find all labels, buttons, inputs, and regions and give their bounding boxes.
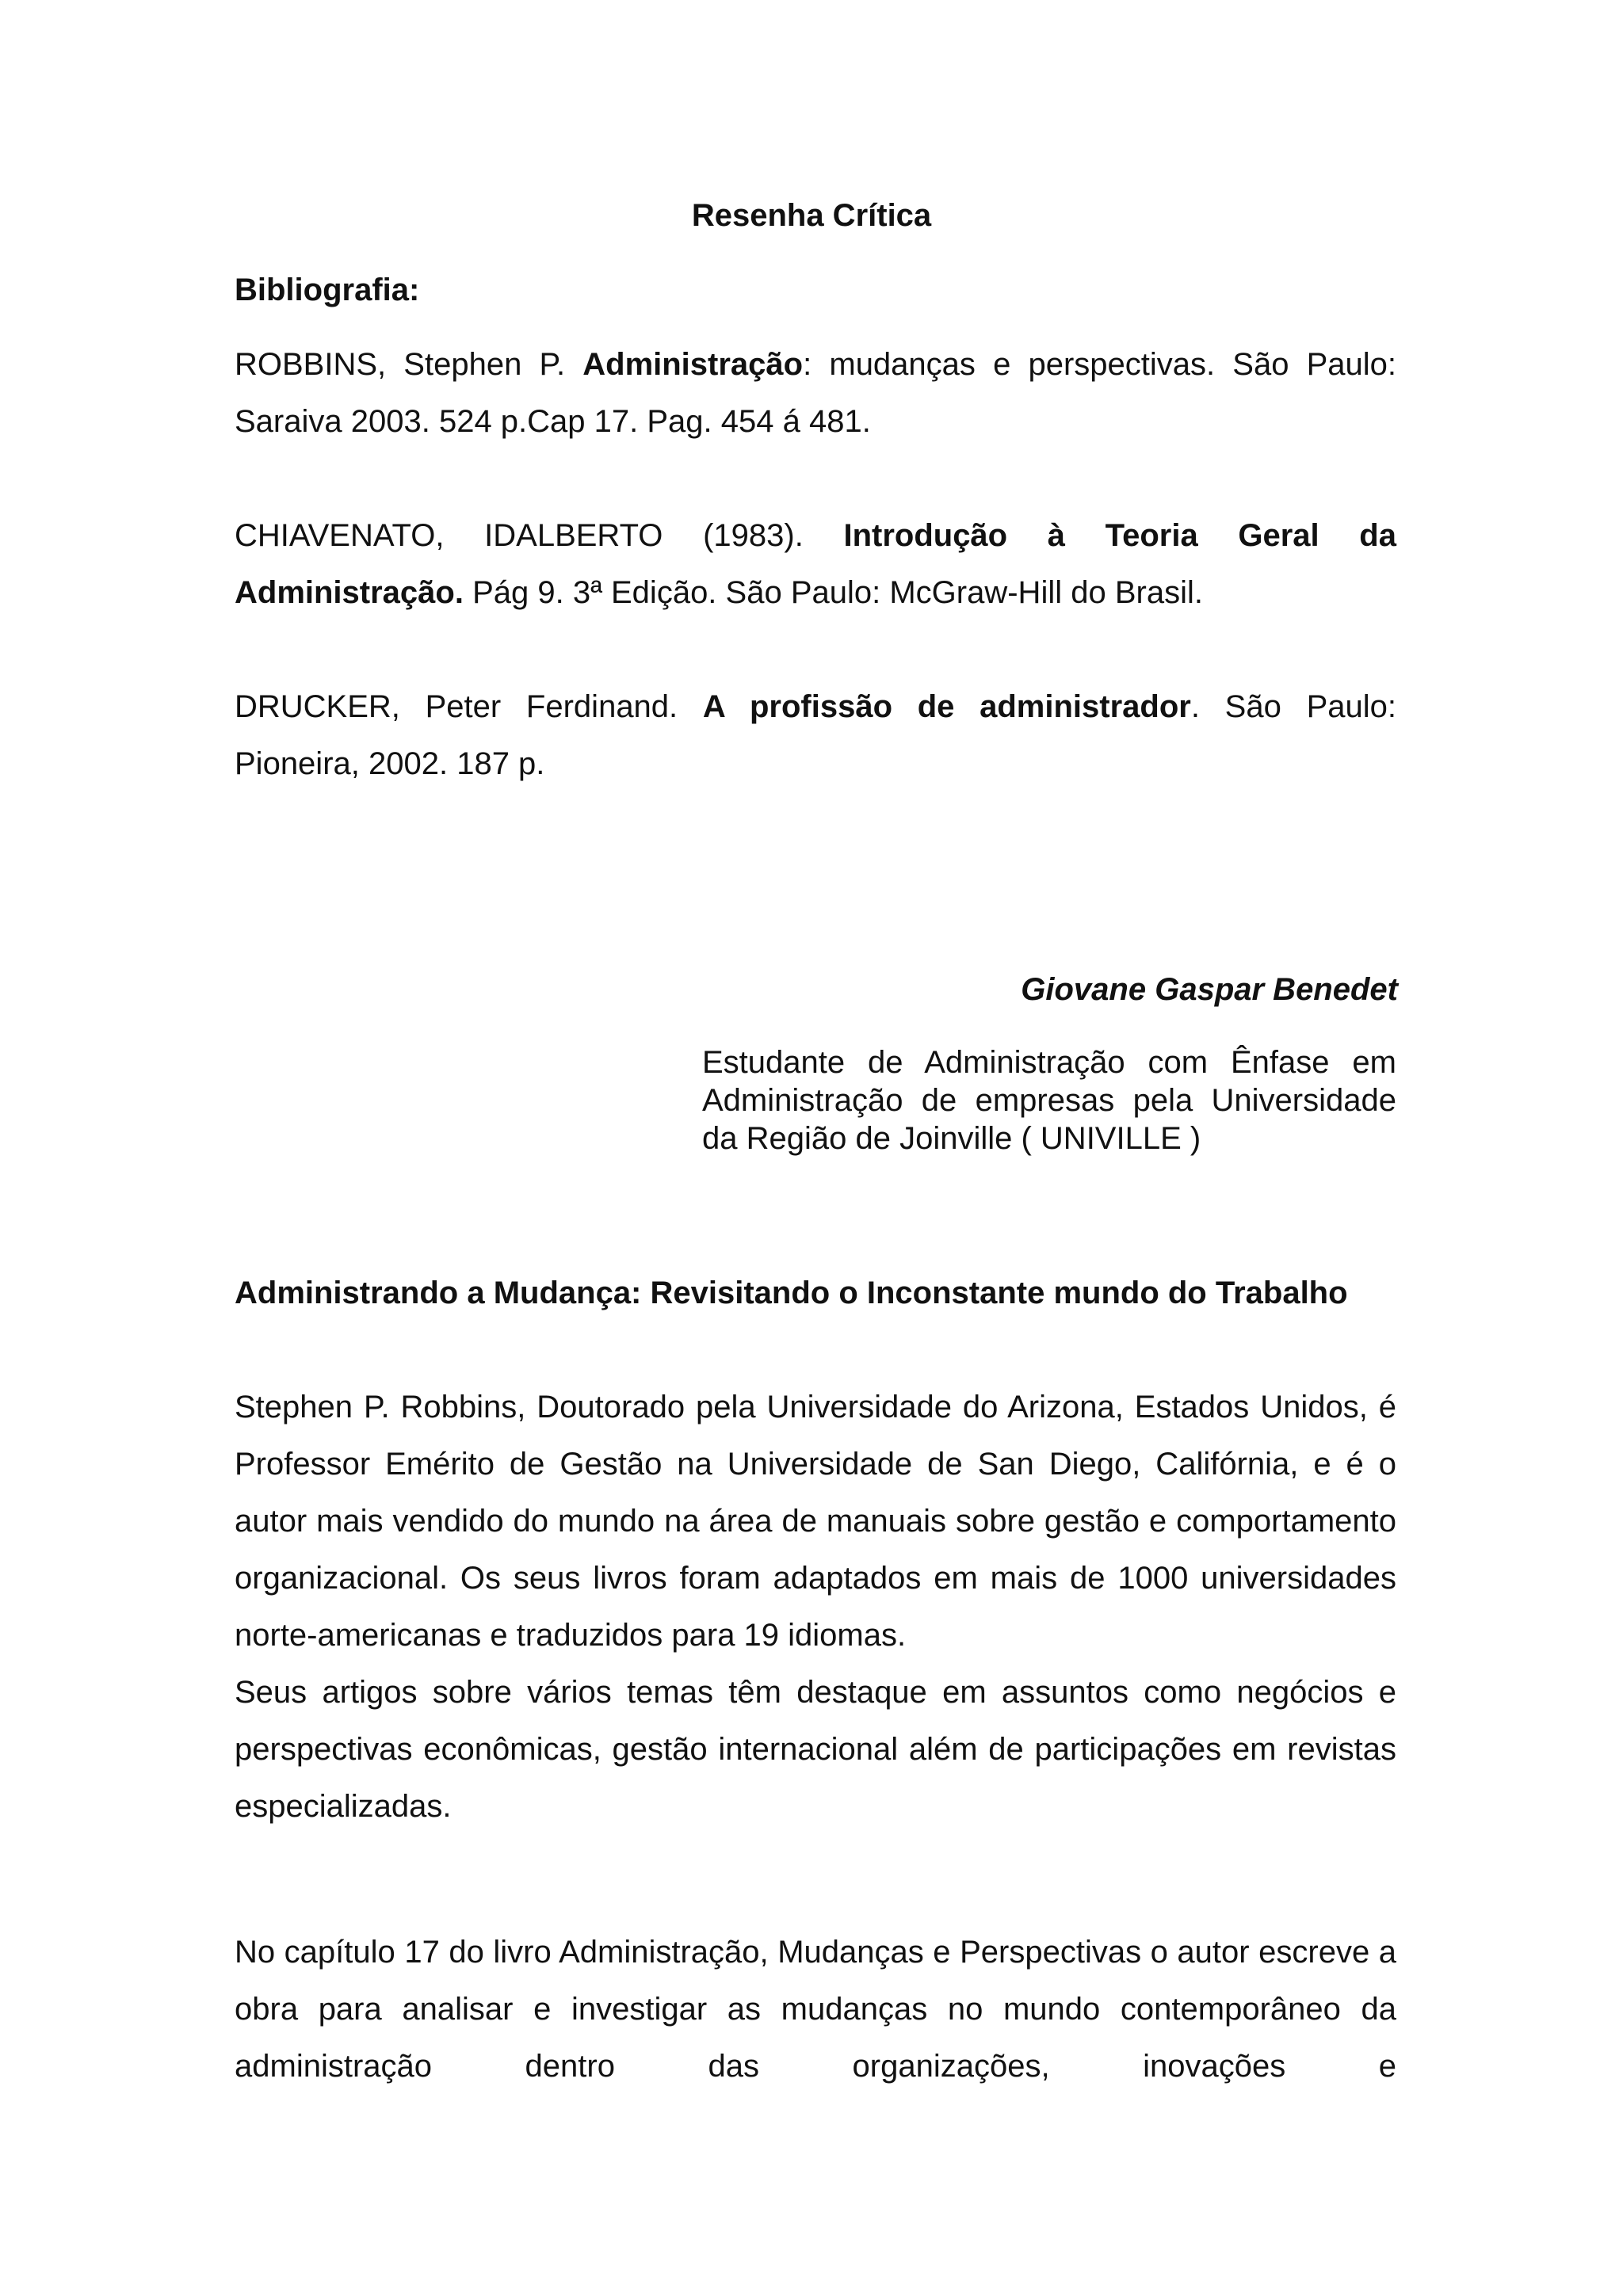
- affiliation-line-2: Administração de empresas pela Universidade: [702, 1083, 1396, 1118]
- document-title: Resenha Crítica: [691, 198, 932, 233]
- author-name: Giovane Gaspar Benedet: [1021, 972, 1398, 1007]
- reference-robbins-title: Administração: [582, 347, 804, 382]
- reference-chiavenato-title: Introdução à Teoria Geral da Administração.: [235, 518, 1396, 610]
- paragraph-chapter-intro: No capítulo 17 do livro Administração, Mudanças e Perspectivas o autor escreve a obra para analisar e investigar as mudanças no mundo contemporâneo da administração dentro das organizações, inovações e: [235, 1935, 1396, 2084]
- reference-drucker-post: . São Paulo: Pioneira, 2002. 187 p.: [235, 689, 1396, 781]
- paragraph-author-bio: Stephen P. Robbins, Doutorado pela Universidade do Arizona, Estados Unidos, é Professor Emérito de Gestão na Universidade de San Diego, Califórnia, e é o autor mais vendido do mundo na área de manuais sobre gestão e comportamento organizacional. Os seus livros foram adaptados em mais de 1000 universidades norte-americanas e traduzidos para 19 idiomas.: [235, 1390, 1396, 1653]
- reference-drucker-title: A profissão de administrador: [702, 689, 1191, 724]
- reference-chiavenato-post: Pág 9. 3ª Edição. São Paulo: McGraw-Hill do Brasil.: [463, 575, 1203, 610]
- affiliation-line-3: da Região de Joinville ( UNIVILLE ): [702, 1121, 1201, 1156]
- author-affiliation: [702, 1043, 1396, 1158]
- bibliography-heading: Bibliografia:: [235, 273, 420, 307]
- reference-chiavenato: [235, 507, 1396, 621]
- reference-robbins-pre: ROBBINS, Stephen P.: [235, 347, 583, 382]
- reference-drucker-pre: DRUCKER, Peter Ferdinand.: [235, 689, 703, 724]
- section-heading: Administrando a Mudança: Revisitando o Inconstante mundo do Trabalho: [235, 1276, 1348, 1310]
- reference-robbins-post: : mudanças e perspectivas. São Paulo: Saraiva 2003. 524 p.Cap 17. Pag. 454 á 481.: [235, 347, 1396, 439]
- reference-chiavenato-pre: CHIAVENATO, IDALBERTO (1983).: [235, 518, 844, 553]
- affiliation-line-1: Estudante de Administração com Ênfase em: [702, 1045, 1396, 1080]
- paragraph-author-articles: Seus artigos sobre vários temas têm destaque em assuntos como negócios e perspectivas econômicas, gestão internacional além de participações em revistas especializadas.: [235, 1675, 1396, 1824]
- reference-drucker: [235, 678, 1396, 792]
- reference-robbins: [235, 336, 1396, 450]
